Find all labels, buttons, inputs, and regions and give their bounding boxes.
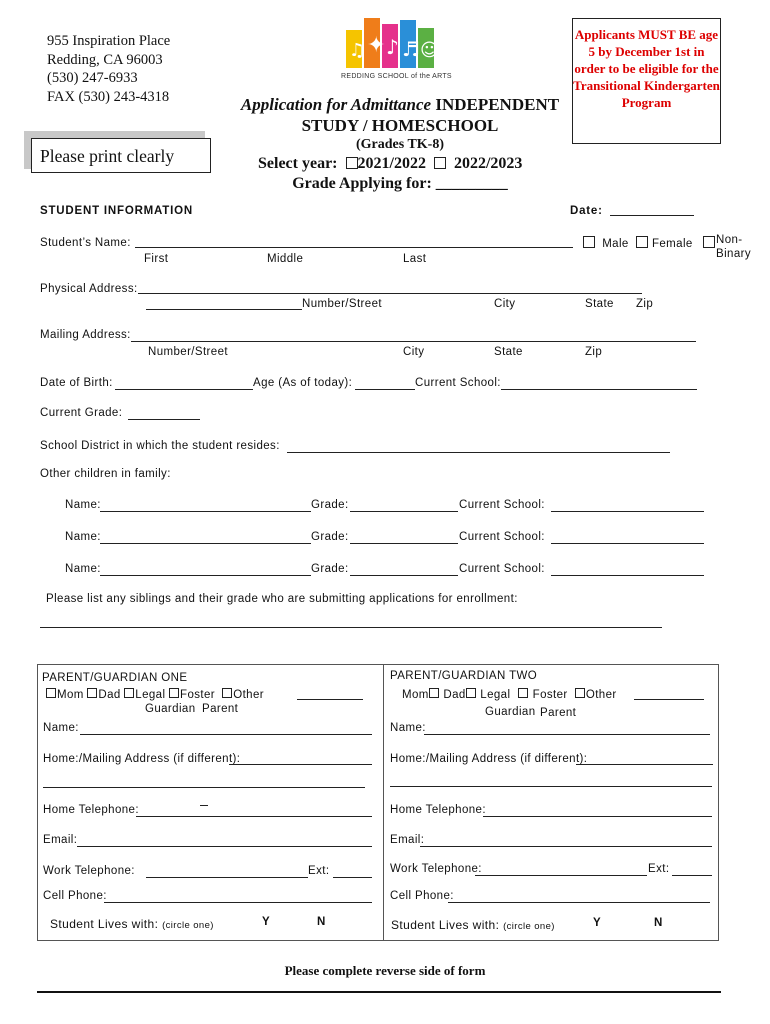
dob-label: Date of Birth: bbox=[40, 377, 113, 389]
parent-guardian-table bbox=[37, 664, 719, 941]
grades-range: (Grades TK-8) bbox=[355, 137, 444, 152]
p2-cell-label: Cell Phone: bbox=[390, 890, 454, 902]
p1-address-label: Home:/Mailing Address (if different): bbox=[43, 753, 241, 765]
female-checkbox[interactable] bbox=[636, 236, 648, 248]
physical-address-label: Physical Address: bbox=[40, 283, 138, 295]
footer-rule bbox=[37, 991, 721, 993]
parent-two-relationship bbox=[402, 688, 617, 701]
p2-home-tel-field[interactable] bbox=[483, 816, 712, 817]
p1-legal-checkbox[interactable] bbox=[124, 688, 134, 698]
child-2-grade-field[interactable] bbox=[350, 543, 458, 544]
logo-wordmark: REDDING SCHOOL of the ARTS bbox=[341, 73, 452, 80]
p1-address-field[interactable] bbox=[229, 764, 372, 765]
p1-foster-label: Foster bbox=[180, 689, 216, 701]
p2-other-checkbox[interactable] bbox=[575, 688, 585, 698]
last-label: Last bbox=[403, 253, 427, 265]
current-school-label: Current School: bbox=[415, 377, 501, 389]
p2-dad-checkbox[interactable] bbox=[466, 688, 476, 698]
p2-cell-field[interactable] bbox=[448, 902, 710, 903]
p2-address-field[interactable] bbox=[576, 764, 713, 765]
male-label: Male bbox=[602, 238, 629, 250]
year-2022-label: 2022/2023 bbox=[453, 155, 523, 172]
title-line-2: STUDY / HOMESCHOOL bbox=[301, 116, 499, 135]
p1-circle-one: (circle one) bbox=[162, 920, 214, 931]
svg-text:♪: ♪ bbox=[386, 35, 399, 59]
select-year-row bbox=[258, 155, 522, 173]
p2-legal-label: Legal bbox=[480, 689, 511, 701]
first-label: First bbox=[144, 253, 169, 265]
child-1-name-field[interactable] bbox=[100, 511, 311, 512]
child-1-grade-field[interactable] bbox=[350, 511, 458, 512]
non-binary-checkbox[interactable] bbox=[703, 236, 715, 248]
physical-number-line[interactable] bbox=[146, 309, 302, 310]
mailing-number-street-label: Number/Street bbox=[148, 346, 228, 358]
child-3-grade-field[interactable] bbox=[350, 575, 458, 576]
title-italic: Application for Admittance bbox=[240, 95, 432, 114]
p2-other-field[interactable] bbox=[634, 699, 704, 700]
physical-address-field[interactable] bbox=[138, 293, 642, 294]
p2-lives-with bbox=[391, 918, 555, 932]
p2-ext-field[interactable] bbox=[672, 875, 712, 876]
mailing-city-label: City bbox=[403, 346, 425, 358]
mailing-address-label: Mailing Address: bbox=[40, 329, 131, 341]
child-3-name-field[interactable] bbox=[100, 575, 311, 576]
p1-other-checkbox[interactable] bbox=[222, 688, 232, 698]
p1-lives-with-label: Student Lives with: bbox=[50, 917, 159, 931]
zip-label: Zip bbox=[636, 298, 654, 310]
p1-mom-label: Mom bbox=[57, 689, 84, 701]
siblings-label: Please list any siblings and their grade who are submitting applications for enrollment: bbox=[46, 593, 518, 605]
print-clearly-box: Please print clearly bbox=[31, 138, 211, 173]
child-2-school-field[interactable] bbox=[551, 543, 704, 544]
district-label: School District in which the student resides: bbox=[40, 440, 280, 452]
child-2-name-label: Name: bbox=[65, 531, 101, 543]
mailing-zip-label: Zip bbox=[585, 346, 603, 358]
p1-lives-with bbox=[50, 917, 214, 931]
non-binary-label bbox=[716, 233, 751, 261]
p2-parent-label: Parent bbox=[540, 707, 577, 719]
p2-mom-label: Mom bbox=[402, 689, 429, 701]
address-line: 955 Inspiration Place bbox=[47, 33, 171, 49]
state-label: State bbox=[585, 298, 614, 310]
p2-legal-checkbox[interactable] bbox=[518, 688, 528, 698]
number-street-label: Number/Street bbox=[302, 298, 382, 310]
siblings-field[interactable] bbox=[40, 627, 662, 628]
address-line: Redding, CA 96003 bbox=[47, 51, 163, 68]
p2-address-label: Home:/Mailing Address (if different): bbox=[390, 753, 588, 765]
p1-cell-field[interactable] bbox=[104, 902, 372, 903]
current-school-field[interactable] bbox=[501, 389, 697, 390]
parent-table-divider bbox=[383, 664, 384, 941]
child-1-grade-label: Grade: bbox=[311, 499, 349, 511]
svg-text:✦: ✦ bbox=[367, 33, 386, 58]
p1-ext-field[interactable] bbox=[333, 877, 372, 878]
child-1-name-label: Name: bbox=[65, 499, 101, 511]
middle-label: Middle bbox=[267, 253, 304, 265]
parent-one-relationship bbox=[46, 688, 264, 701]
svg-text:♫: ♫ bbox=[349, 40, 366, 61]
current-grade-field[interactable] bbox=[128, 419, 200, 420]
other-children-label: Other children in family: bbox=[40, 468, 171, 480]
svg-text:☺: ☺ bbox=[420, 40, 439, 61]
p2-work-tel-field[interactable] bbox=[475, 875, 647, 876]
p2-other-label: Other bbox=[585, 689, 617, 701]
grade-applying[interactable]: Grade Applying for: _________ bbox=[292, 175, 508, 192]
male-checkbox[interactable] bbox=[583, 236, 595, 248]
p1-guardian-label: Guardian bbox=[145, 703, 196, 715]
p1-foster-checkbox[interactable] bbox=[169, 688, 179, 698]
p2-work-tel-label: Work Telephone: bbox=[390, 863, 482, 875]
current-grade-label: Current Grade: bbox=[40, 407, 123, 419]
mailing-address-field[interactable] bbox=[131, 341, 696, 342]
city-label: City bbox=[494, 298, 516, 310]
dob-field[interactable] bbox=[115, 389, 253, 390]
child-1-school-label: Current School: bbox=[459, 499, 545, 511]
p1-yes-option[interactable]: Y bbox=[262, 916, 271, 928]
p1-address-line-2[interactable] bbox=[43, 787, 365, 788]
school-address bbox=[47, 32, 170, 106]
year-2022-checkbox[interactable] bbox=[434, 157, 446, 169]
age-label: Age (As of today): bbox=[253, 377, 353, 389]
p1-work-tel-field[interactable] bbox=[146, 877, 308, 878]
p1-name-field[interactable] bbox=[80, 734, 372, 735]
child-3-school-label: Current School: bbox=[459, 563, 545, 575]
p1-work-tel-label: Work Telephone: bbox=[43, 865, 135, 877]
mailing-state-label: State bbox=[494, 346, 523, 358]
select-year-label: Select year: bbox=[258, 155, 338, 172]
p2-name-field[interactable] bbox=[424, 734, 710, 735]
date-field[interactable] bbox=[610, 215, 694, 216]
parent-two-heading: PARENT/GUARDIAN TWO bbox=[390, 670, 538, 682]
age-field[interactable] bbox=[355, 389, 415, 390]
age-requirement-notice: Applicants MUST BE age 5 by December 1st in order to be eligible for the Transitional Kindergarten Program bbox=[572, 18, 721, 144]
district-field[interactable] bbox=[287, 452, 670, 453]
p1-legal-label: Legal bbox=[135, 689, 166, 701]
p1-tel-dash bbox=[200, 805, 208, 806]
p1-home-tel-field[interactable] bbox=[136, 816, 372, 817]
p1-ext-label: Ext: bbox=[308, 865, 330, 877]
p2-home-tel-label: Home Telephone: bbox=[390, 804, 486, 816]
reverse-side-note: Please complete reverse side of form bbox=[284, 963, 486, 978]
p2-name-label: Name: bbox=[390, 722, 426, 734]
p1-name-label: Name: bbox=[43, 722, 79, 734]
p1-email-field[interactable] bbox=[77, 846, 372, 847]
student-name-label: Student’s Name: bbox=[40, 237, 131, 249]
child-3-grade-label: Grade: bbox=[311, 563, 349, 575]
non-binary-line-2: Binary bbox=[716, 248, 751, 260]
title-rest: INDEPENDENT bbox=[431, 95, 560, 114]
child-3-school-field[interactable] bbox=[551, 575, 704, 576]
date-label: Date: bbox=[570, 205, 603, 217]
p1-mom-checkbox[interactable] bbox=[46, 688, 56, 698]
student-name-field[interactable] bbox=[135, 247, 573, 248]
p2-dad-label: Dad bbox=[443, 689, 466, 701]
p2-mom-checkbox[interactable] bbox=[429, 688, 439, 698]
p2-yes-option[interactable]: Y bbox=[593, 917, 602, 929]
address-line: (530) 247-6933 bbox=[47, 70, 138, 86]
year-2021-label: 2021/2022 bbox=[357, 155, 426, 172]
child-1-school-field[interactable] bbox=[551, 511, 704, 512]
p2-address-line-2[interactable] bbox=[390, 786, 712, 787]
child-2-name-field[interactable] bbox=[100, 543, 311, 544]
year-2021-checkbox[interactable] bbox=[346, 157, 358, 169]
form-title bbox=[220, 94, 580, 136]
parent-one-heading: PARENT/GUARDIAN ONE bbox=[42, 672, 188, 684]
non-binary-line-1: Non- bbox=[716, 234, 743, 246]
p2-circle-one: (circle one) bbox=[503, 921, 555, 932]
address-line: FAX (530) 243-4318 bbox=[47, 88, 170, 105]
female-label: Female bbox=[651, 238, 693, 250]
p1-email-label: Email: bbox=[43, 834, 78, 846]
p2-no-option[interactable]: N bbox=[654, 917, 663, 929]
p1-home-tel-label: Home Telephone: bbox=[43, 804, 139, 816]
p1-no-option[interactable]: N bbox=[317, 916, 326, 928]
p1-dad-label: Dad bbox=[98, 689, 121, 701]
p1-parent-label: Parent bbox=[202, 703, 239, 715]
p1-other-field[interactable] bbox=[297, 699, 363, 700]
child-3-name-label: Name: bbox=[65, 563, 101, 575]
child-2-school-label: Current School: bbox=[459, 531, 545, 543]
p2-ext-label: Ext: bbox=[648, 863, 670, 875]
child-2-grade-label: Grade: bbox=[311, 531, 349, 543]
svg-text:♬: ♬ bbox=[402, 37, 420, 61]
p2-email-field[interactable] bbox=[420, 846, 712, 847]
p2-foster-label: Foster bbox=[532, 689, 568, 701]
p2-lives-with-label: Student Lives with: bbox=[391, 918, 500, 932]
p1-dad-checkbox[interactable] bbox=[87, 688, 97, 698]
gender-options bbox=[583, 236, 693, 250]
p2-guardian-label: Guardian bbox=[485, 706, 536, 718]
student-info-heading: STUDENT INFORMATION bbox=[40, 205, 193, 217]
p1-cell-label: Cell Phone: bbox=[43, 890, 107, 902]
p1-other-label: Other bbox=[233, 689, 264, 701]
p2-email-label: Email: bbox=[390, 834, 425, 846]
